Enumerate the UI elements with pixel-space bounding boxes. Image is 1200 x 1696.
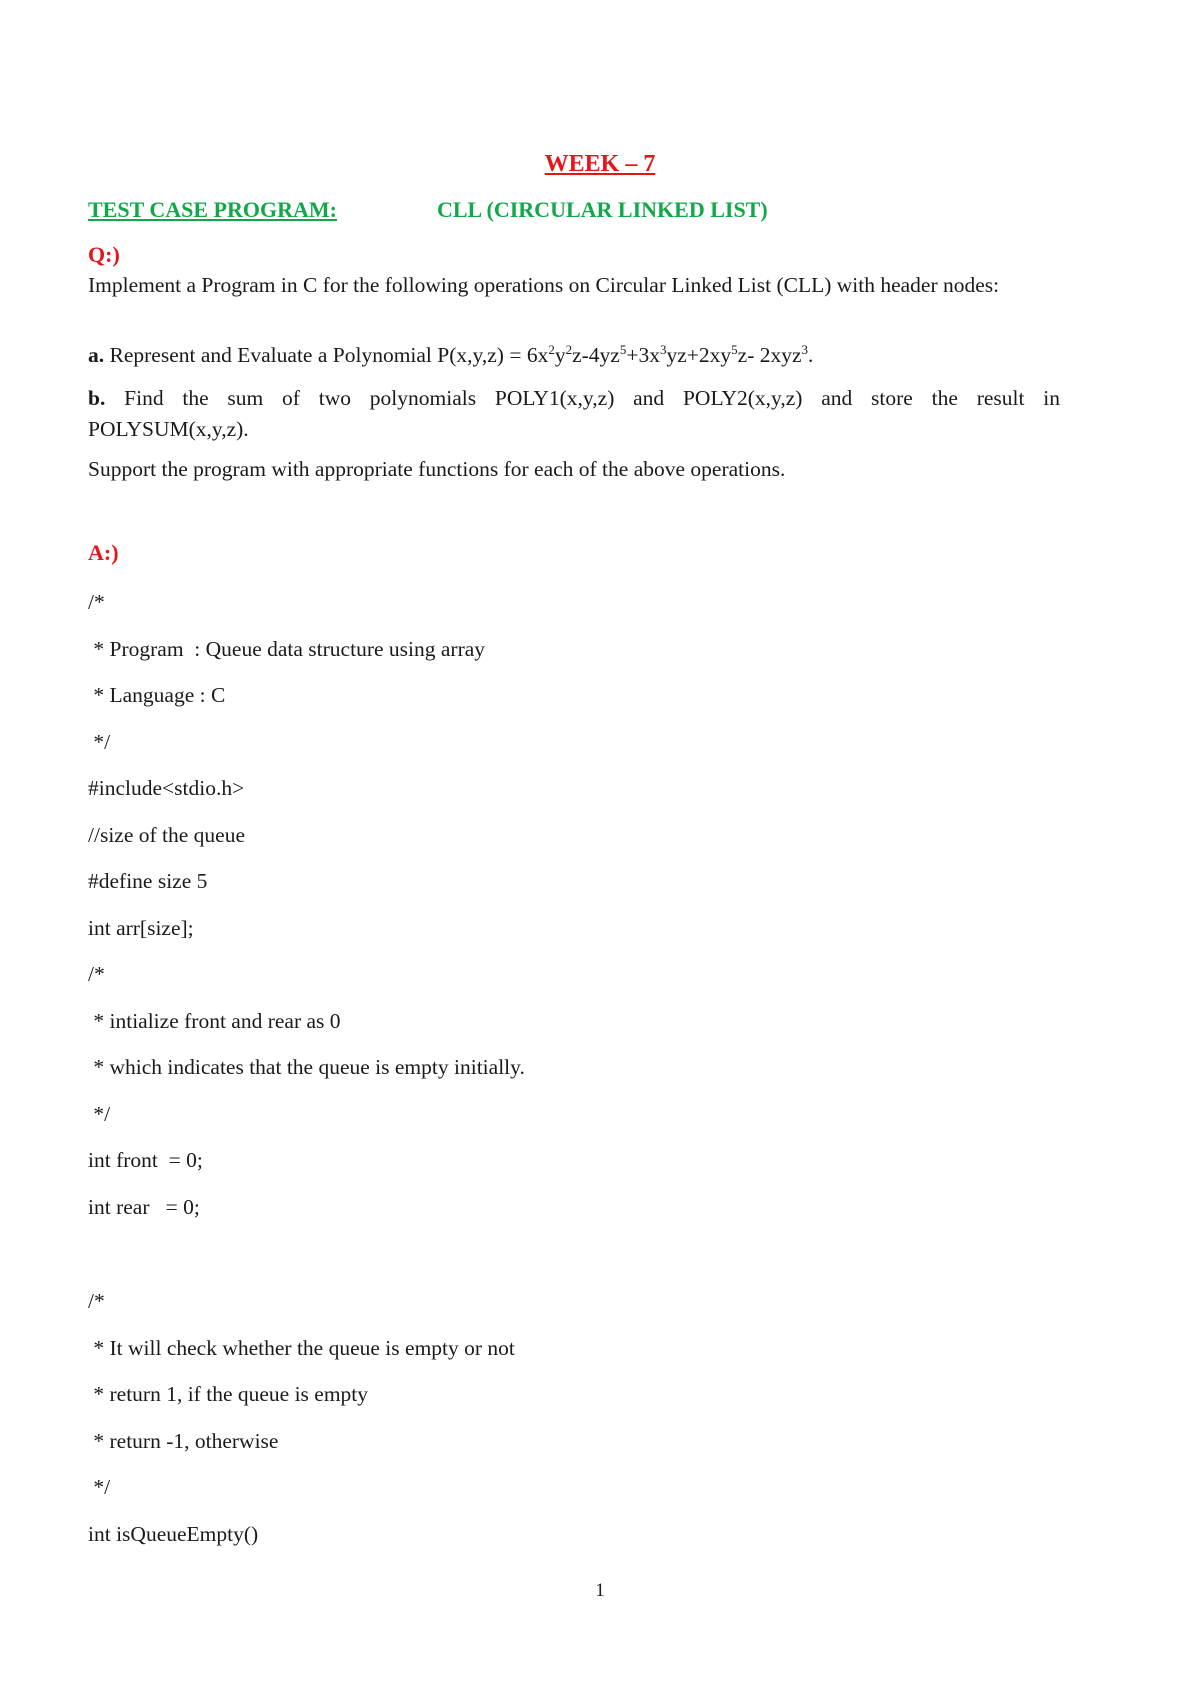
code-line: int rear = 0; <box>88 1195 200 1219</box>
page-number: 1 <box>595 1580 605 1601</box>
code-line: * intialize front and rear as 0 <box>88 1009 341 1033</box>
code-line: */ <box>88 1475 111 1499</box>
week-heading: WEEK – 7 <box>544 151 656 177</box>
code-line: * Language : C <box>88 683 226 707</box>
code-line: #include<stdio.h> <box>88 776 245 800</box>
code-line: /* <box>88 590 105 614</box>
part-b-text: Find the sum of two polynomials POLY1(x,y,z) and POLY2(x,y,z) and store the result in <box>105 386 1060 410</box>
part-b-marker: b. <box>88 386 106 410</box>
part-a-text: Represent and Evaluate a Polynomial P(x,y,z) = 6x <box>104 343 549 367</box>
part-b <box>88 383 1060 445</box>
code-line: //size of the queue <box>88 823 246 847</box>
code-line: int front = 0; <box>88 1148 203 1172</box>
code-line: /* <box>88 1289 105 1313</box>
support-text: Support the program with appropriate functions for each of the above operations. <box>88 457 786 481</box>
code-line: * which indicates that the queue is empty initially. <box>88 1055 525 1079</box>
code-line: * Program : Queue data structure using array <box>88 637 486 661</box>
code-line: #define size 5 <box>88 869 208 893</box>
part-b-text-cont: POLYSUM(x,y,z). <box>88 417 249 441</box>
question-text: Implement a Program in C for the following operations on Circular Linked List (CLL) with header nodes: <box>88 273 1000 297</box>
test-case-label: TEST CASE PROGRAM: <box>88 197 337 222</box>
test-case-title: CLL (CIRCULAR LINKED LIST) <box>437 197 768 222</box>
code-line: int isQueueEmpty() <box>88 1522 259 1546</box>
code-line: */ <box>88 730 111 754</box>
part-a: a. Represent and Evaluate a Polynomial $P(x,y,z) = 6x^2y^2z-4yz^5+3x^3yz+2xy^5z-$ 2xyz$^3$. <box>88 342 814 367</box>
part-a-marker: a. <box>88 343 105 367</box>
code-line: */ <box>88 1102 111 1126</box>
question-label: Q:) <box>88 242 120 267</box>
code-line: int arr[size]; <box>88 916 194 940</box>
answer-label: A:) <box>88 540 119 565</box>
code-line: /* <box>88 962 105 986</box>
code-line: * return 1, if the queue is empty <box>88 1382 369 1406</box>
code-line: * return -1, otherwise <box>88 1429 279 1453</box>
code-line: * It will check whether the queue is empty or not <box>88 1336 515 1360</box>
